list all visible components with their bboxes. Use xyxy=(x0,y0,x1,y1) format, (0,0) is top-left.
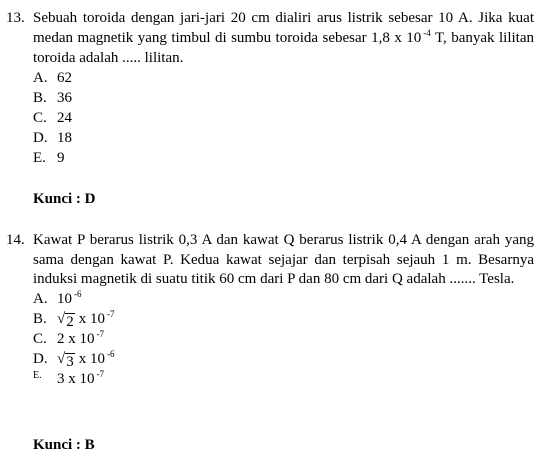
exponent: -4 xyxy=(423,27,431,38)
option-value: 18 xyxy=(57,129,72,146)
sqrt-radicand: 3 xyxy=(66,353,74,370)
option-prefix: 2 x xyxy=(57,330,76,347)
option-c xyxy=(33,109,534,129)
option-base: 10 xyxy=(79,370,95,387)
square-root xyxy=(57,311,75,330)
option-value xyxy=(57,310,114,330)
question-14-header xyxy=(6,231,534,290)
option-c xyxy=(33,330,534,350)
option-base: 10 xyxy=(79,330,95,347)
question-13 xyxy=(6,9,534,169)
option-base: x 10 xyxy=(78,310,105,327)
option-value: 9 xyxy=(57,149,65,166)
option-value: 36 xyxy=(57,89,72,106)
option-base: x 10 xyxy=(78,350,105,367)
option-value xyxy=(57,330,104,350)
option-letter: D. xyxy=(33,129,48,146)
question-text xyxy=(33,9,534,69)
option-d xyxy=(33,129,534,149)
option-prefix: 3 x xyxy=(57,370,76,387)
question-text: Kawat P berarus listrik 0,3 A dan kawat Q berarus listrik 0,4 A dengan arah yang sama dengan kawat P. Kedua kawat sejajar dan terpisah sejauh 1 m. Besarnya induksi magnetik di suatu titik 60 cm dari P dan 80 cm dari Q adalah ....... Tesla. xyxy=(33,232,534,287)
exponent: -7 xyxy=(106,308,115,319)
option-d xyxy=(33,350,534,370)
sqrt-symbol: √ xyxy=(57,310,66,327)
question-14 xyxy=(6,231,534,390)
option-e xyxy=(33,149,534,169)
option-b xyxy=(33,310,534,330)
exponent: -7 xyxy=(96,368,104,379)
option-letter: B. xyxy=(33,89,47,106)
option-letter: B. xyxy=(33,310,47,327)
exponent: -6 xyxy=(106,348,115,359)
options-list xyxy=(33,69,534,169)
option-base: 10 xyxy=(57,290,72,307)
option-letter: E. xyxy=(33,369,42,381)
square-root xyxy=(57,351,75,370)
options-list xyxy=(33,290,534,390)
option-a xyxy=(33,290,534,310)
option-value xyxy=(57,370,104,390)
question-number: 13. xyxy=(6,10,25,26)
option-letter: A. xyxy=(33,69,48,86)
option-letter: A. xyxy=(33,290,48,307)
sqrt-symbol: √ xyxy=(57,350,66,367)
option-letter: E. xyxy=(33,149,46,166)
option-value: 62 xyxy=(57,69,72,86)
answer-key-13: Kunci : D xyxy=(33,191,96,207)
option-e xyxy=(33,370,534,390)
question-number: 14. xyxy=(6,232,25,248)
option-value: 24 xyxy=(57,109,72,126)
exponent: -6 xyxy=(74,288,82,299)
exponent: -7 xyxy=(96,328,104,339)
option-value xyxy=(57,290,82,310)
question-13-header xyxy=(6,9,534,69)
option-letter: C. xyxy=(33,109,47,126)
option-letter: D. xyxy=(33,350,48,367)
sqrt-radicand: 2 xyxy=(66,313,74,330)
option-a xyxy=(33,69,534,89)
option-letter: C. xyxy=(33,330,47,347)
option-b xyxy=(33,89,534,109)
question-text-part1: Sebuah toroida dengan jari-jari 20 cm dialiri arus listrik sebesar 10 A. Jika kuat medan magnetik yang timbul di sumbu toroida sebesar 1,8 x 10 xyxy=(33,10,534,46)
question-text-part2: T, banyak lilitan toroida adalah ..... lilitan. xyxy=(33,29,534,66)
option-value xyxy=(57,350,114,370)
answer-key-14: Kunci : B xyxy=(33,437,95,453)
